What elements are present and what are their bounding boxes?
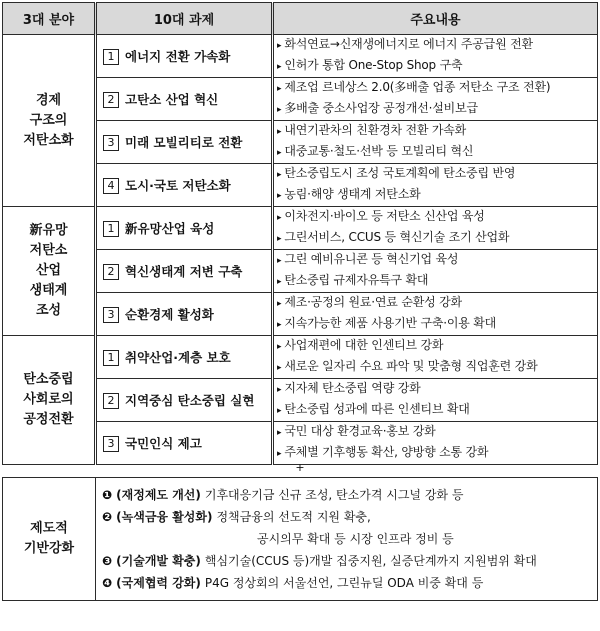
task-cell bbox=[96, 207, 273, 250]
task-cell bbox=[96, 250, 273, 293]
content-text: 그린서비스, CCUS 등 혁신기술 조기 산업화 bbox=[284, 230, 510, 244]
area-name-line: 조성 bbox=[35, 303, 62, 318]
institutional-item-text: 정책금융의 선도적 지원 확충, bbox=[216, 510, 371, 524]
task-row bbox=[3, 336, 598, 379]
institutional-area-name bbox=[3, 478, 96, 601]
institutional-item-continuation: 공시의무 확대 등 시장 인프라 정비 등 bbox=[257, 532, 454, 546]
institutional-item-text: 핵심기술(CCUS 등)개발 집중지원, 실증단계까지 지원범위 확대 bbox=[204, 554, 537, 568]
carbon-neutral-strategy-table bbox=[2, 2, 598, 601]
task-title: 국민인식 제고 bbox=[125, 435, 202, 451]
triangle-bullet-icon: ▸ bbox=[277, 385, 282, 395]
content-item bbox=[277, 400, 597, 421]
task-row bbox=[3, 207, 598, 250]
task-cell bbox=[96, 336, 273, 379]
content-text: 인허가 통합 One-Stop Shop 구축 bbox=[284, 58, 463, 72]
task-number: 1 bbox=[103, 350, 119, 366]
area-name bbox=[3, 336, 96, 465]
area-name-line: 산업 bbox=[35, 263, 62, 278]
task-title: 新유망산업 육성 bbox=[125, 220, 215, 236]
triangle-bullet-icon: ▸ bbox=[277, 342, 282, 352]
triangle-bullet-icon: ▸ bbox=[277, 191, 282, 201]
content-text: 탄소중립 규제자유특구 확대 bbox=[284, 273, 429, 287]
task-number: 1 bbox=[103, 221, 119, 237]
content-item bbox=[277, 35, 597, 56]
content-cell bbox=[273, 121, 598, 164]
task-number: 3 bbox=[103, 436, 119, 452]
triangle-bullet-icon: ▸ bbox=[277, 234, 282, 244]
institutional-item bbox=[102, 484, 591, 506]
task-title: 도시·국토 저탄소화 bbox=[125, 177, 231, 193]
content-item bbox=[277, 121, 597, 142]
area-name-line: 공정전환 bbox=[23, 412, 74, 427]
header-areas: 3대 분야 bbox=[3, 3, 96, 35]
task-number: 2 bbox=[103, 393, 119, 409]
triangle-bullet-icon: ▸ bbox=[277, 84, 282, 94]
institutional-item-label: (재정제도 개선) bbox=[116, 488, 201, 502]
institutional-content bbox=[96, 478, 598, 601]
institutional-item-text: P4G 정상회의 서울선언, 그린뉴딜 ODA 비중 확대 등 bbox=[204, 576, 484, 590]
triangle-bullet-icon: ▸ bbox=[277, 170, 282, 180]
content-text: 이차전지·바이오 등 저탄소 신산업 육성 bbox=[284, 209, 485, 223]
content-item bbox=[277, 99, 597, 120]
content-text: 농림·해양 생태계 저탄소화 bbox=[284, 187, 421, 201]
institutional-item-label: (녹색금융 활성화) bbox=[116, 510, 213, 524]
task-cell bbox=[96, 422, 273, 465]
area-name bbox=[3, 207, 96, 336]
content-text: 국민 대상 환경교육·홍보 강화 bbox=[284, 424, 436, 438]
task-title: 고탄소 산업 혁신 bbox=[125, 91, 219, 107]
institutional-row bbox=[3, 478, 598, 601]
institutional-item-text: 기후대응기금 신규 조성, 탄소가격 시그널 강화 등 bbox=[204, 488, 464, 502]
institutional-item-label: (기술개발 확충) bbox=[116, 554, 201, 568]
content-text: 내연기관차의 친환경차 전환 가속화 bbox=[284, 123, 467, 137]
content-text: 탄소중립도시 조성 국토계획에 탄소중립 반영 bbox=[284, 166, 516, 180]
plus-sign: + bbox=[295, 461, 305, 474]
task-cell bbox=[96, 35, 273, 78]
content-cell bbox=[273, 164, 598, 207]
content-text: 주체별 기후행동 확산, 양방향 소통 강화 bbox=[284, 445, 489, 459]
area-name-line: 구조의 bbox=[29, 112, 68, 128]
content-text: 탄소중립 성과에 따른 인센티브 확대 bbox=[284, 402, 470, 416]
content-text: 多배출 중소사업장 공정개선·설비보급 bbox=[284, 101, 478, 115]
task-row bbox=[3, 35, 598, 78]
task-number: 4 bbox=[103, 178, 119, 194]
content-item bbox=[277, 207, 597, 228]
task-title: 취약산업·계층 보호 bbox=[125, 349, 231, 365]
content-item bbox=[277, 142, 597, 163]
task-cell bbox=[96, 121, 273, 164]
task-number: 2 bbox=[103, 92, 119, 108]
content-item bbox=[277, 185, 597, 206]
content-text: 제조·공정의 원료·연료 순환성 강화 bbox=[284, 295, 462, 309]
content-item bbox=[277, 314, 597, 335]
content-item bbox=[277, 228, 597, 249]
institutional-item bbox=[102, 506, 591, 528]
area-name-line: 경제 bbox=[35, 92, 62, 108]
task-title: 혁신생태계 저변 구축 bbox=[125, 263, 243, 279]
content-item bbox=[277, 443, 597, 464]
content-text: 그린 예비유니콘 등 혁신기업 육성 bbox=[284, 252, 459, 266]
task-title: 미래 모빌리티로 전환 bbox=[125, 134, 243, 150]
content-item bbox=[277, 78, 597, 99]
task-number: 3 bbox=[103, 135, 119, 151]
content-item bbox=[277, 56, 597, 77]
area-name-line: 탄소중립 bbox=[23, 372, 74, 387]
triangle-bullet-icon: ▸ bbox=[277, 449, 282, 459]
content-cell bbox=[273, 250, 598, 293]
content-cell bbox=[273, 78, 598, 121]
area-name bbox=[3, 35, 96, 207]
content-text: 새로운 일자리 수요 파악 및 맞춤형 직업훈련 강화 bbox=[284, 359, 538, 373]
content-item bbox=[277, 336, 597, 357]
triangle-bullet-icon: ▸ bbox=[277, 213, 282, 223]
content-text: 지속가능한 제품 사용기반 구축·이용 확대 bbox=[284, 316, 497, 330]
area-name-line: 저탄소 bbox=[29, 243, 68, 258]
triangle-bullet-icon: ▸ bbox=[277, 299, 282, 309]
plus-separator bbox=[3, 461, 598, 478]
triangle-bullet-icon: ▸ bbox=[277, 127, 282, 137]
institutional-item-label: (국제협력 강화) bbox=[116, 576, 201, 590]
numbered-bullet-icon: ❶ bbox=[102, 488, 113, 502]
task-cell bbox=[96, 293, 273, 336]
institutional-item bbox=[102, 572, 591, 594]
content-text: 대중교통·철도·선박 등 모빌리티 혁신 bbox=[284, 144, 474, 158]
content-item bbox=[277, 164, 597, 185]
task-title: 순환경제 활성화 bbox=[125, 306, 214, 322]
task-cell bbox=[96, 379, 273, 422]
task-number: 3 bbox=[103, 307, 119, 323]
task-cell bbox=[96, 164, 273, 207]
area-name-line: 新유망 bbox=[29, 223, 68, 238]
institutional-name-line: 제도적 bbox=[30, 521, 68, 536]
content-item bbox=[277, 271, 597, 292]
content-cell bbox=[273, 207, 598, 250]
institutional-item bbox=[102, 550, 591, 572]
institutional-name-line: 기반강화 bbox=[23, 541, 75, 556]
area-name-line: 생태계 bbox=[29, 283, 68, 298]
content-item bbox=[277, 422, 597, 443]
task-title: 지역중심 탄소중립 실현 bbox=[125, 392, 255, 408]
separator-row bbox=[3, 465, 598, 478]
triangle-bullet-icon: ▸ bbox=[277, 277, 282, 287]
task-number: 2 bbox=[103, 264, 119, 280]
header-contents: 주요내용 bbox=[273, 3, 598, 35]
content-item bbox=[277, 250, 597, 271]
triangle-bullet-icon: ▸ bbox=[277, 105, 282, 115]
numbered-bullet-icon: ❷ bbox=[102, 510, 113, 524]
content-cell bbox=[273, 422, 598, 465]
header-tasks: 10대 과제 bbox=[96, 3, 273, 35]
area-name-line: 사회로의 bbox=[23, 392, 74, 407]
content-text: 제조업 르네상스 2.0(多배출 업종 저탄소 구조 전환) bbox=[284, 80, 551, 94]
area-name-line: 저탄소화 bbox=[23, 132, 74, 148]
triangle-bullet-icon: ▸ bbox=[277, 363, 282, 373]
content-cell bbox=[273, 35, 598, 78]
content-item bbox=[277, 357, 597, 378]
content-cell bbox=[273, 379, 598, 422]
triangle-bullet-icon: ▸ bbox=[277, 428, 282, 438]
content-item bbox=[277, 379, 597, 400]
content-text: 화석연료→신재생에너지로 에너지 주공급원 전환 bbox=[284, 37, 533, 51]
numbered-bullet-icon: ❸ bbox=[102, 554, 113, 568]
task-title: 에너지 전환 가속화 bbox=[125, 48, 231, 64]
task-number: 1 bbox=[103, 49, 119, 65]
header-row bbox=[3, 3, 598, 35]
content-text: 사업재편에 대한 인센티브 강화 bbox=[284, 338, 444, 352]
task-cell bbox=[96, 78, 273, 121]
content-text: 지자체 탄소중립 역량 강화 bbox=[284, 381, 421, 395]
triangle-bullet-icon: ▸ bbox=[277, 41, 282, 51]
triangle-bullet-icon: ▸ bbox=[277, 62, 282, 72]
triangle-bullet-icon: ▸ bbox=[277, 406, 282, 416]
content-cell bbox=[273, 336, 598, 379]
triangle-bullet-icon: ▸ bbox=[277, 320, 282, 330]
content-item bbox=[277, 293, 597, 314]
numbered-bullet-icon: ❹ bbox=[102, 576, 113, 590]
content-cell bbox=[273, 293, 598, 336]
triangle-bullet-icon: ▸ bbox=[277, 148, 282, 158]
triangle-bullet-icon: ▸ bbox=[277, 256, 282, 266]
